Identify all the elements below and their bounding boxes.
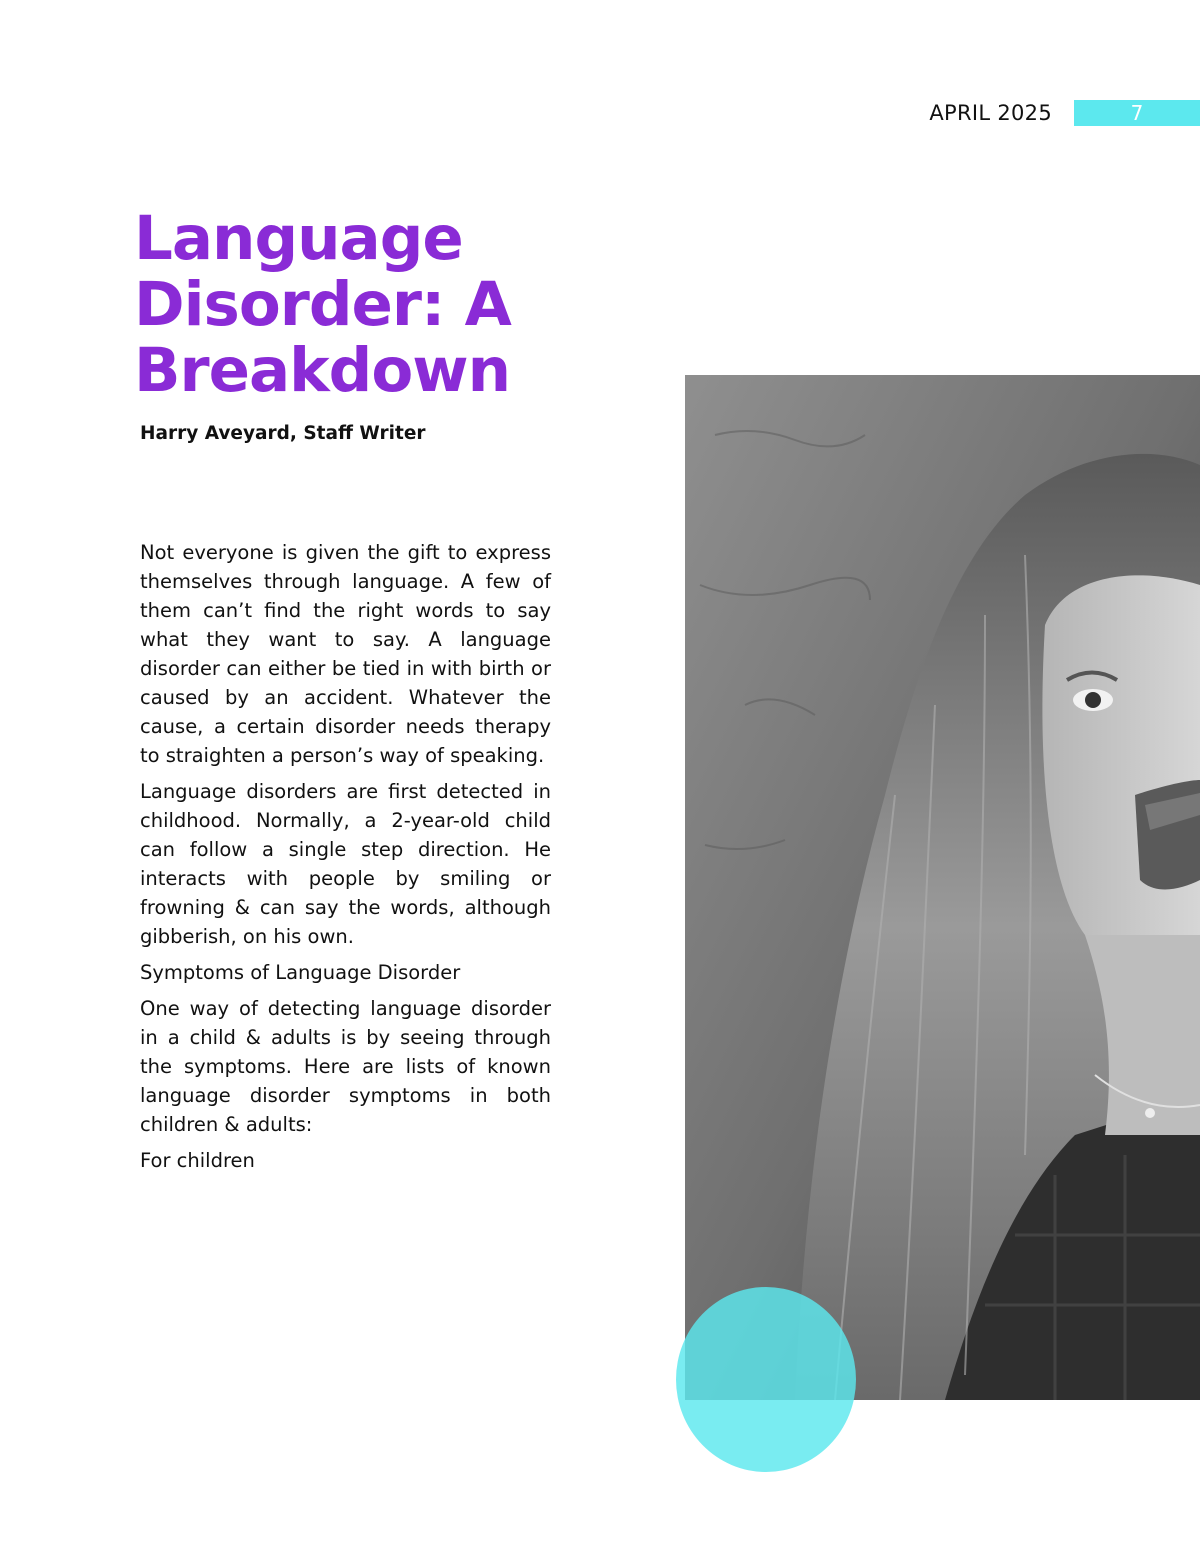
decorative-circle bbox=[676, 1287, 856, 1472]
section-subheading: Symptoms of Language Disorder bbox=[140, 961, 461, 984]
body-paragraph: One way of detecting language disorder in a child & adults is by seeing through the symptoms. Here are lists of known language disorder symptoms in both children & adults: bbox=[140, 997, 551, 1136]
article-body bbox=[140, 538, 551, 1182]
portrait-photo bbox=[685, 375, 1200, 1400]
article-title: Language Disorder: A Breakdown bbox=[134, 203, 511, 406]
list-label: For children bbox=[140, 1149, 255, 1172]
body-paragraph: Language disorders are first detected in childhood. Normally, a 2-year-old child can follow a single step direction. He interacts with people by smiling or frowning & can say the words, although gibberish, on his own. bbox=[140, 780, 551, 948]
issue-date: APRIL 2025 bbox=[929, 101, 1052, 125]
article-byline: Harry Aveyard, Staff Writer bbox=[140, 423, 426, 444]
page-number-badge: 7 bbox=[1074, 100, 1200, 126]
body-paragraph: Not everyone is given the gift to express themselves through language. A few of them can’t find the right words to say what they want to say. A language disorder can either be tied in with birth or caused by an accident. Whatever the cause, a certain disorder needs therapy to straighten a person’s way of speaking. bbox=[140, 541, 551, 767]
portrait-image bbox=[685, 375, 1200, 1400]
